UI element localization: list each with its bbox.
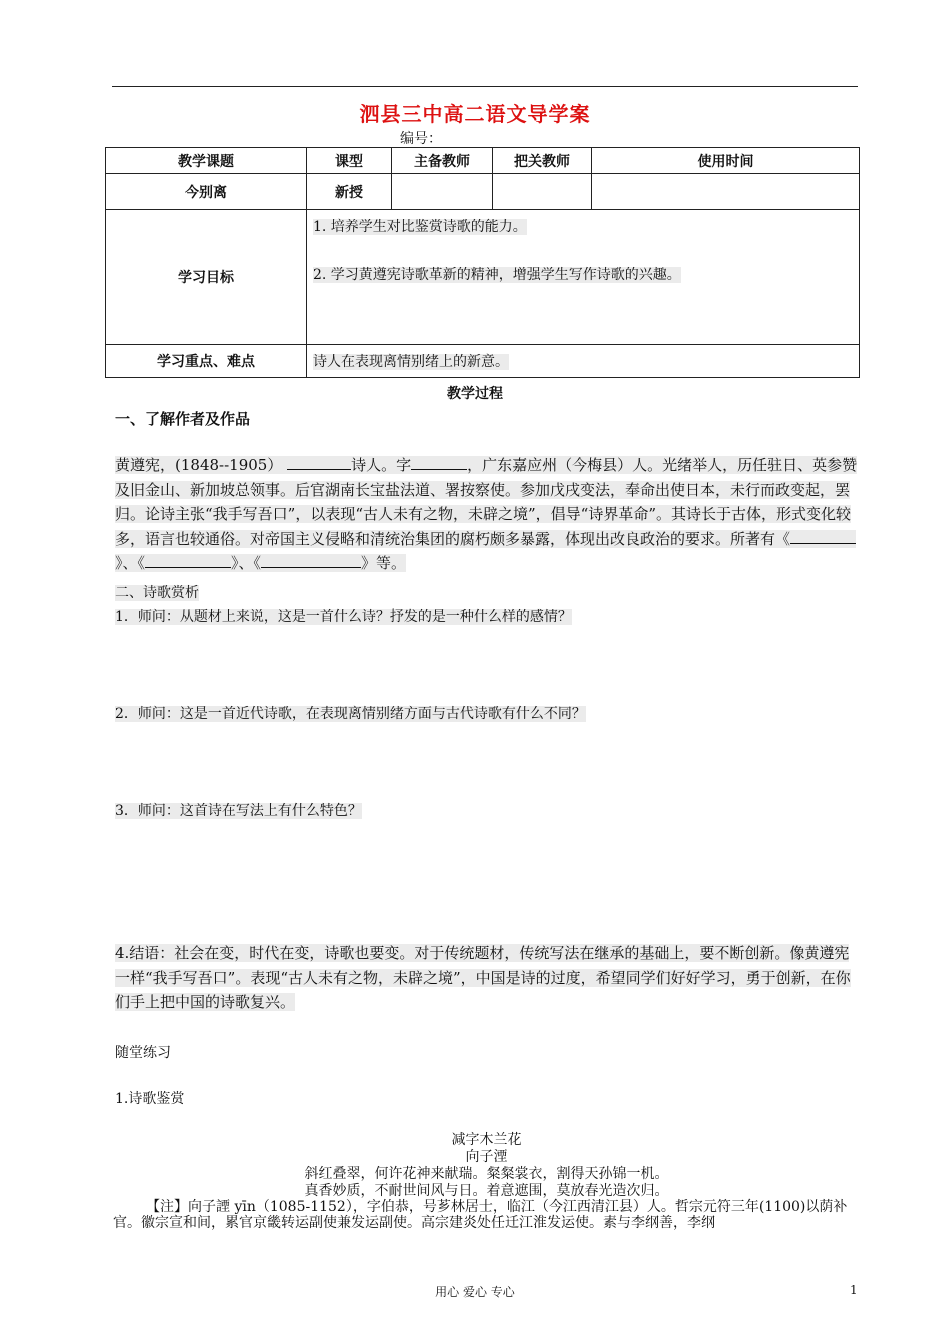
goals-label: 学习目标 <box>106 210 307 345</box>
practice-item-1: 1.诗歌鉴赏 <box>115 1091 185 1107</box>
footer-motto: 用心 爱心 专心 <box>435 1285 515 1299</box>
page-title: 泗县三中高二语文导学案 <box>359 102 591 126</box>
header-review-teacher: 把关教师 <box>493 148 592 174</box>
header-rule <box>112 86 858 87</box>
author-bio <box>115 453 860 576</box>
bio-text: ，广东嘉应州（今梅县）人。光绪举人，历任驻日、英参赞及旧金山、新加坡总领事。后官湖南长宝盐法道、署按察使。参加戊戌变法，奉命出使日本，未行而政变起，罢归。论诗主张“我手写吾口”，以表现“古人未有之物，未辟之境”，倡导“诗界革命”。其诗长于古体，形式变化较多，语言也较通俗。对帝国主义侵略和清统治集团的腐朽颇多暴露，体现出改良政治的要求。所著有《 <box>115 456 858 548</box>
page-number: 1 <box>850 1283 858 1297</box>
focus-label: 学习重点、难点 <box>106 345 307 378</box>
focus-row <box>106 345 860 378</box>
cell-topic: 今别离 <box>106 174 307 210</box>
bio-text: 》、《 <box>231 554 262 572</box>
cell-use-time <box>592 174 860 210</box>
header-use-time: 使用时间 <box>592 148 860 174</box>
question-3: 3．师问：这首诗在写法上有什么特色？ <box>115 803 362 819</box>
code-label: 编号： <box>400 131 442 147</box>
goals-cell <box>307 210 860 345</box>
conclusion: 4.结语：社会在变，时代在变，诗歌也要变。对于传统题材，传统写法在继承的基础上，要不断创新。像黄遵宪一样“我手写吾口”。表现“古人未有之物，未辟之境”，中国是诗的过度，希望同学们好好学习，勇于创新，在你们手上把中国的诗歌复兴。 <box>115 944 851 1011</box>
section-author-heading: 一、了解作者及作品 <box>115 410 251 428</box>
question-2: 2．师问：这是一首近代诗歌，在表现离情别绪方面与古代诗歌有什么不同？ <box>115 706 586 722</box>
table-row <box>106 174 860 210</box>
poem-title: 减字木兰花 <box>451 1132 522 1148</box>
goal-item: 2. 学习黄遵宪诗歌革新的精神，增强学生写作诗歌的兴趣。 <box>313 267 681 283</box>
blank-style-name <box>411 455 467 470</box>
poem-note: 【注】向子諲 yīn（1085-1152），字伯恭，号芗林居士，临江（今江西清江县）人。哲宗元符三年(1100)以荫补官。徽宗宣和间，累官京畿转运副使兼发运副使。高宗建炎处任迁江淮发运使。素与李纲善，李纲 <box>113 1199 848 1231</box>
header-topic: 教学课题 <box>106 148 307 174</box>
question-1: 1．师问：从题材上来说，这是一首什么诗？抒发的是一种什么样的感情？ <box>115 609 572 625</box>
blank-work-2 <box>145 553 231 568</box>
bio-text: 》、《 <box>115 554 146 572</box>
section-poem-heading: 二、诗歌赏析 <box>115 585 199 601</box>
focus-cell <box>307 345 860 378</box>
poem-author: 向子湮 <box>465 1149 508 1165</box>
blank-era <box>287 455 351 470</box>
bio-text: 诗人。字 <box>351 456 412 474</box>
poem-line-1: 斜红叠翠，何许花神来献瑞。粲粲裳衣，割得天孙锦一机。 <box>304 1166 669 1182</box>
goal-item: 1. 培养学生对比鉴赏诗歌的能力。 <box>313 219 527 235</box>
bio-text: 》等。 <box>361 554 407 572</box>
cell-main-teacher <box>392 174 493 210</box>
practice-heading: 随堂练习 <box>115 1045 171 1061</box>
poem-line-2: 真香妙质，不耐世间风与日。着意遮围，莫放春光造次归。 <box>304 1183 669 1199</box>
header-main-teacher: 主备教师 <box>392 148 493 174</box>
table-header-row <box>106 148 860 174</box>
cell-review-teacher <box>493 174 592 210</box>
focus-text: 诗人在表现离情别绪上的新意。 <box>313 354 509 370</box>
lesson-info-table <box>105 147 860 378</box>
blank-work-1 <box>790 529 856 544</box>
process-title: 教学过程 <box>447 386 503 402</box>
blank-work-3 <box>261 553 361 568</box>
cell-type: 新授 <box>307 174 392 210</box>
goals-row <box>106 210 860 345</box>
header-type: 课型 <box>307 148 392 174</box>
bio-text: 黄遵宪，(1848--1905） <box>115 456 283 474</box>
